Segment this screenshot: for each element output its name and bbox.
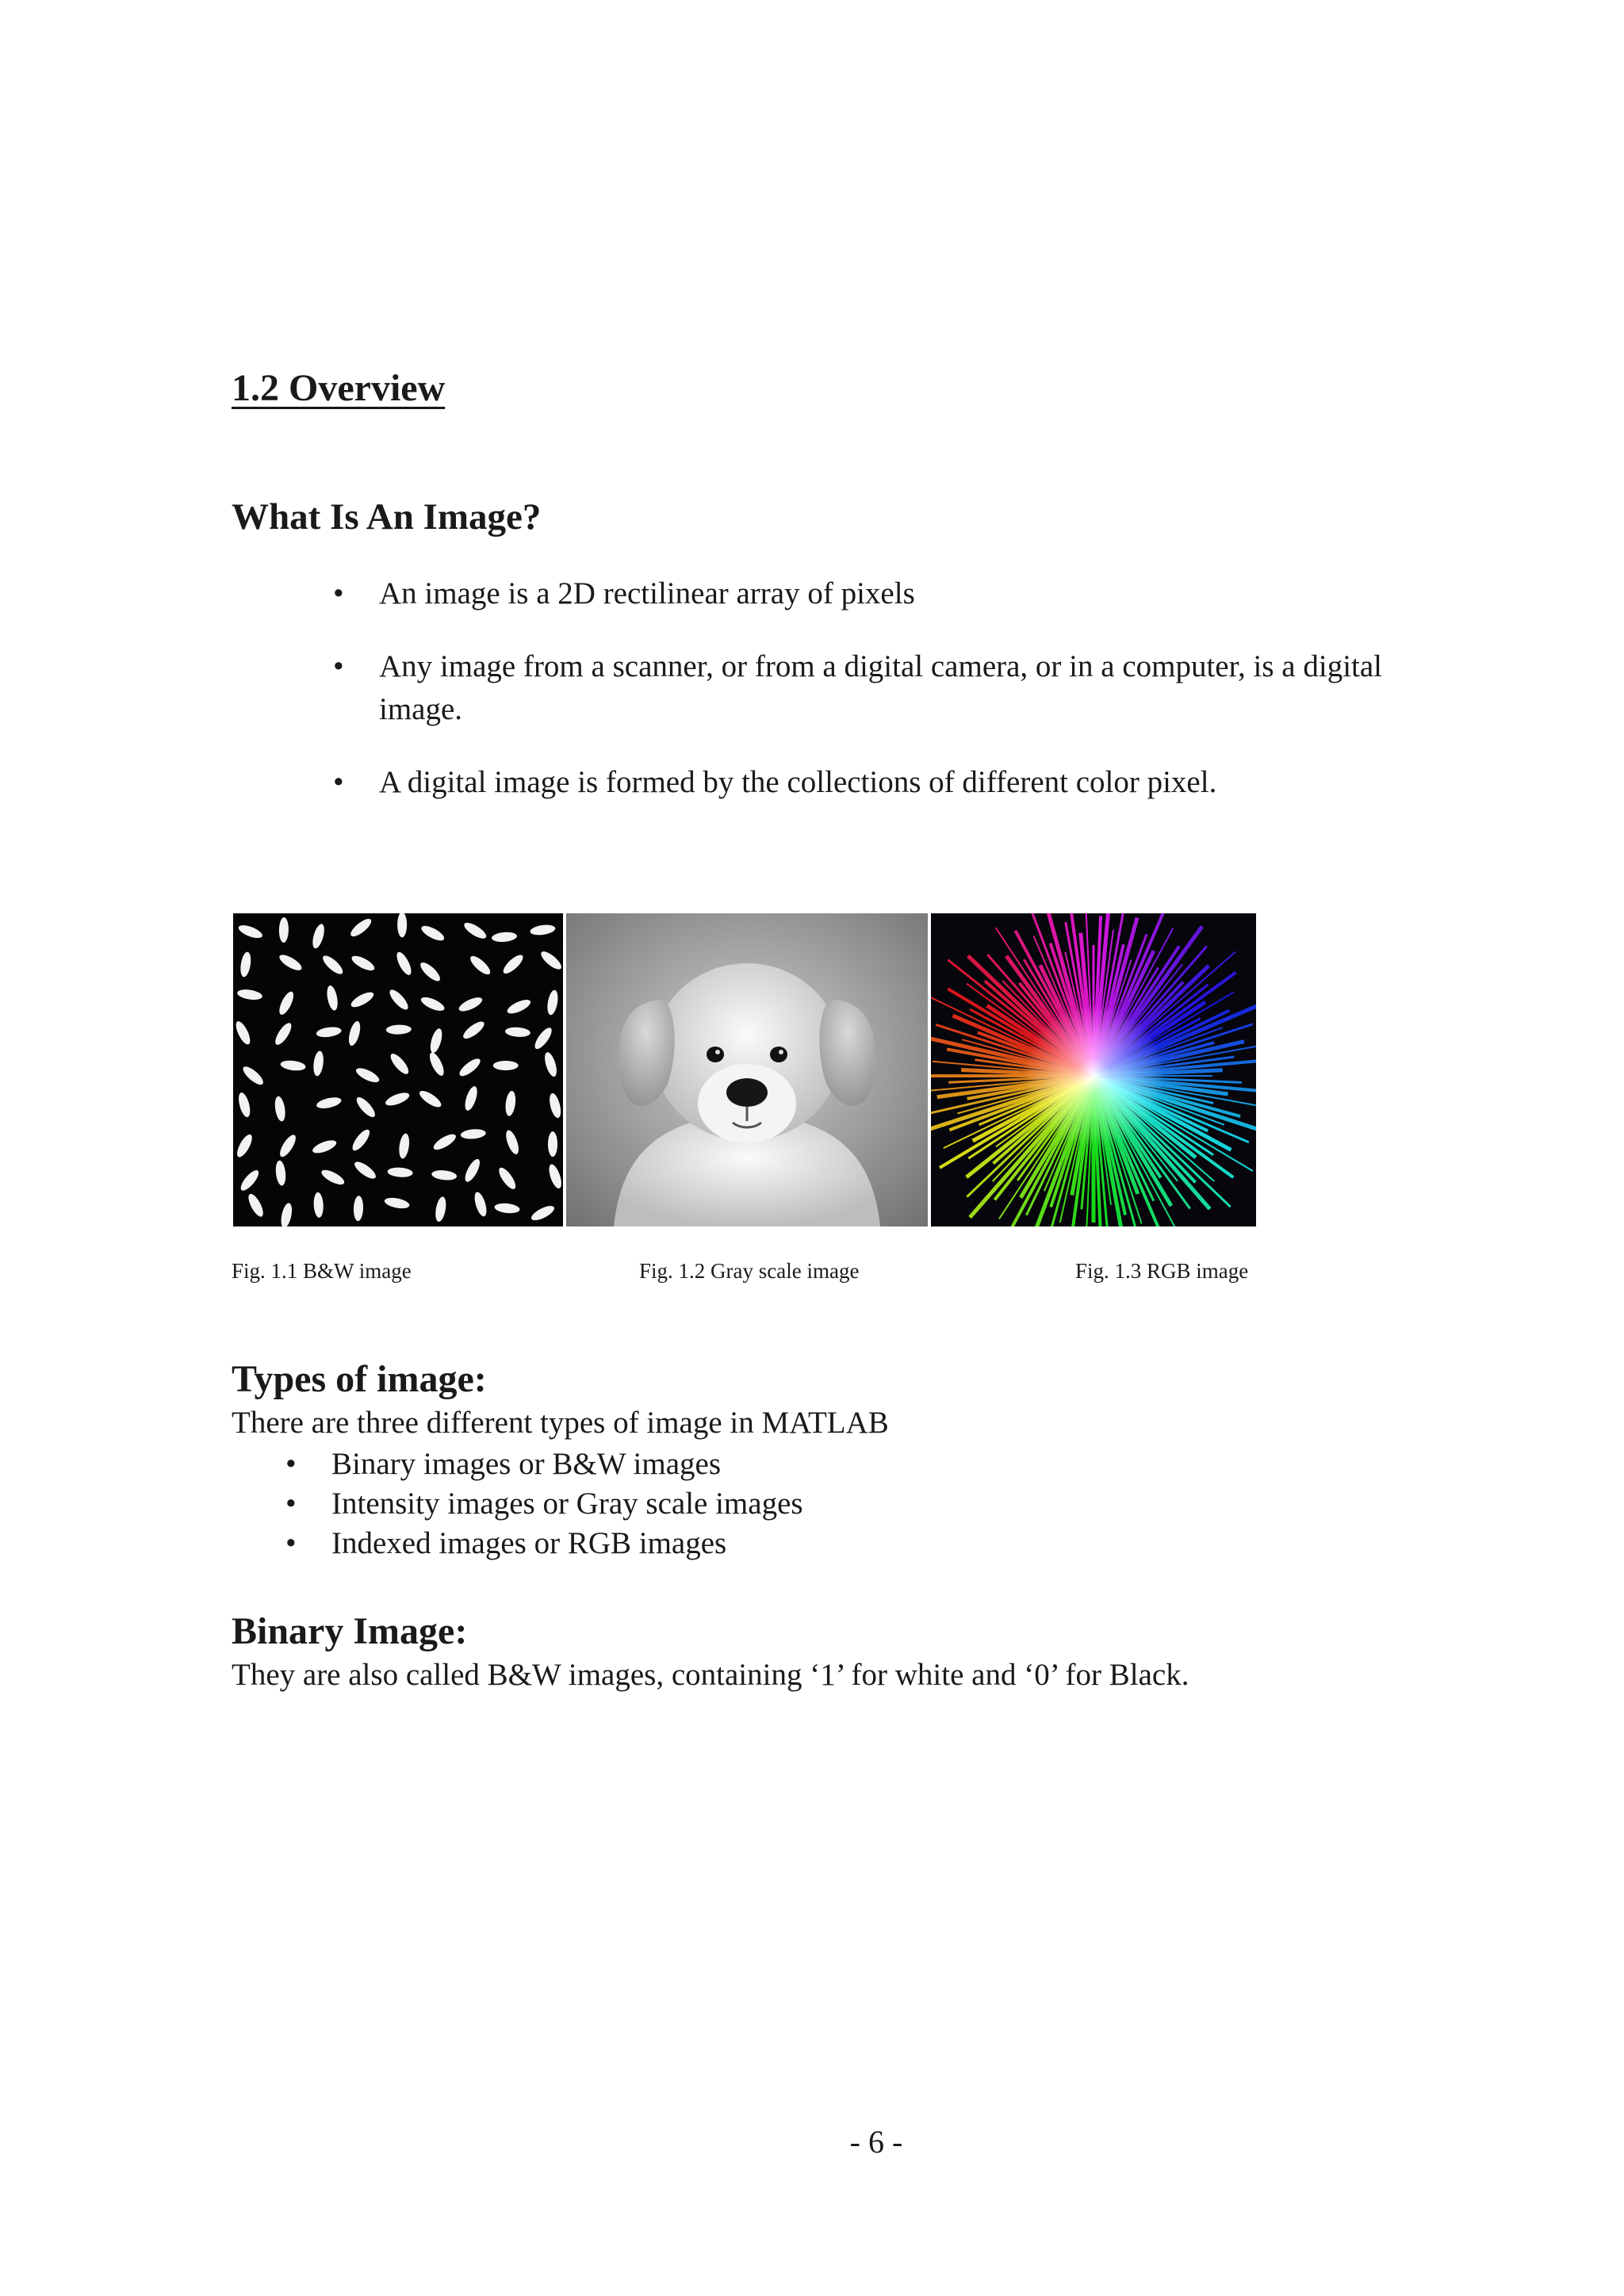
list-item: • An image is a 2D rectilinear array of pixels <box>333 572 1459 615</box>
figure-caption-1: Fig. 1.1 B&W image <box>232 1259 412 1283</box>
types-bullet-list <box>285 1445 803 1563</box>
puppy-grayscale-image <box>566 913 928 1226</box>
binary-heading: Binary Image: <box>232 1610 468 1652</box>
figure-caption-3: Fig. 1.3 RGB image <box>1075 1259 1249 1283</box>
page-number: - 6 - <box>849 2124 903 2160</box>
figure-row <box>233 913 1256 1226</box>
list-item: • A digital image is formed by the collections of different color pixel. <box>333 761 1459 804</box>
list-item: • Binary images or B&W images <box>285 1445 803 1484</box>
types-intro: There are three different types of image in MATLAB <box>232 1406 889 1440</box>
list-item: • Any image from a scanner, or from a digital camera, or in a computer, is a digital image. <box>333 645 1459 731</box>
list-item: • Indexed images or RGB images <box>285 1524 803 1563</box>
binary-text: They are also called B&W images, containing ‘1’ for white and ‘0’ for Black. <box>232 1658 1189 1692</box>
rice-grains-binary-image <box>233 913 563 1226</box>
figure-caption-2: Fig. 1.2 Gray scale image <box>639 1259 860 1283</box>
types-heading: Types of image: <box>232 1358 487 1400</box>
what-is-heading: What Is An Image? <box>232 496 542 538</box>
what-is-bullet-list <box>333 572 1459 834</box>
rainbow-burst-rgb-image <box>931 913 1256 1226</box>
section-title: 1.2 Overview <box>232 367 446 409</box>
list-item: • Intensity images or Gray scale images <box>285 1484 803 1524</box>
